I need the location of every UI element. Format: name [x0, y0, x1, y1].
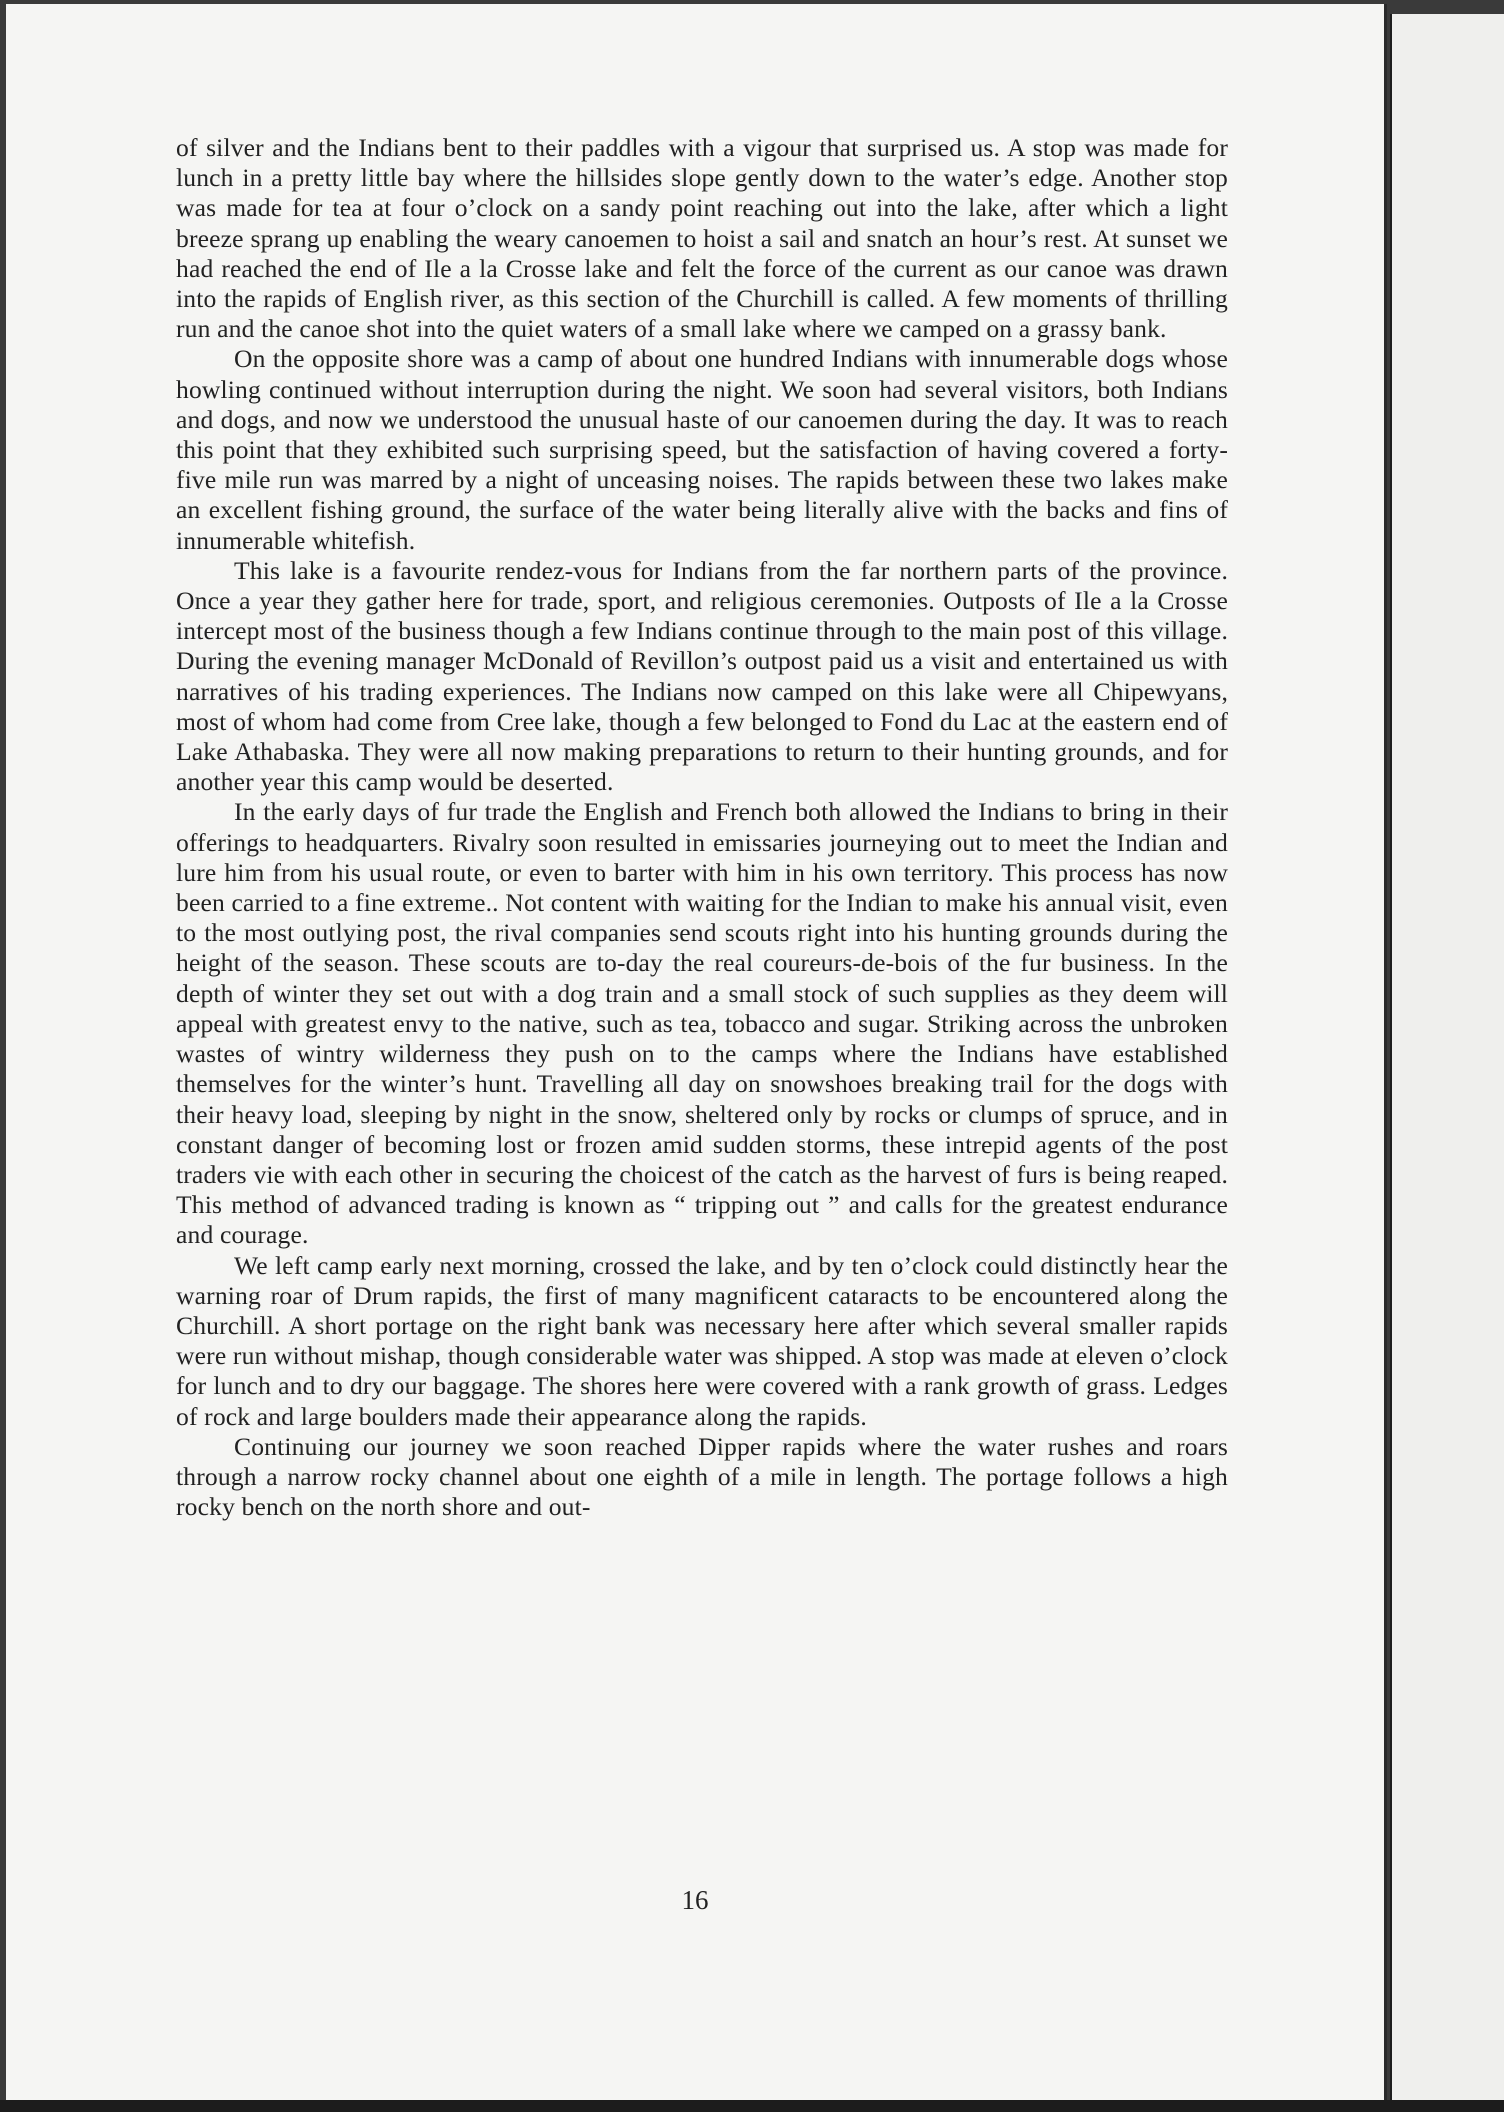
paragraph: In the early days of fur trade the English and French both allowed the Indians to bring in their offerings to headquarters. Rivalry soon resulted in emissaries journeying out to meet the Indian and lure him from his usual route, or even to barter with him in his own territory. This process has now been carried to a fine extreme.. Not content with waiting for the Indian to make his annual visit, even to the most outlying post, the rival companies send scouts right into his hunting grounds during the height of the season. These scouts are to-day the real coureurs-de-bois of the fur business. In the depth of winter they set out with a dog train and a small stock of such supplies as they deem will appeal with greatest envy to the native, such as tea, tobacco and sugar. Striking across the unbroken wastes of wintry wilderness they push on to the camps where the Indians have established themselves for the winter’s hunt. Travelling all day on snowshoes breaking trail for the dogs with their heavy load, sleeping by night in the snow, sheltered only by rocks or clumps of spruce, and in constant danger of becoming lost or frozen amid sudden storms, these intrepid agents of the post traders vie with each other in securing the choicest of the catch as the harvest of furs is being reaped. This method of advanced trading is known as “ tripping out ” and calls for the greatest endurance and courage.: [176, 797, 1228, 1250]
paragraph: We left camp early next morning, crossed the lake, and by ten o’clock could distinctly hear the warning roar of Drum rapids, the first of many magnificent cataracts to be encountered along the Churchill. A short portage on the right bank was necessary here after which several smaller rapids were run without mishap, though considerable water was shipped. A stop was made at eleven o’clock for lunch and to dry our baggage. The shores here were covered with a rank growth of grass. Ledges of rock and large boulders made their appearance along the rapids.: [176, 1250, 1228, 1431]
paragraph: of silver and the Indians bent to their paddles with a vigour that surprised us. A stop was made for lunch in a pretty little bay where the hillsides slope gently down to the water’s edge. Another stop was made for tea at four o’clock on a sandy point reaching out into the lake, after which a light breeze sprang up enabling the weary canoemen to hoist a sail and snatch an hour’s rest. At sunset we had reached the end of Ile a la Crosse lake and felt the force of the current as our canoe was drawn into the rapids of English river, as this section of the Churchill is called. A few moments of thrilling run and the canoe shot into the quiet waters of a small lake where we camped on a grassy bank.: [176, 133, 1228, 344]
paragraph: Continuing our journey we soon reached Dipper rapids where the water rushes and roars through a narrow rocky channel about one eighth of a mile in length. The portage follows a high rocky bench on the north shore and out-: [176, 1431, 1228, 1522]
paragraph: On the opposite shore was a camp of about one hundred Indians with innumerable dogs whose howling continued without interruption during the night. We soon had several visitors, both Indians and dogs, and now we understood the unusual haste of our canoemen during the day. It was to reach this point that they exhibited such surprising speed, but the satisfaction of having covered a forty-five mile run was marred by a night of unceasing noises. The rapids between these two lakes make an excellent fishing ground, the surface of the water being literally alive with the backs and fins of innumerable whitefish.: [176, 344, 1228, 555]
facing-page-edge: [1390, 14, 1504, 2100]
body-text: [176, 133, 1228, 1522]
scan-bottom-edge: [0, 2100, 1504, 2112]
page-number: 16: [681, 1885, 709, 1915]
paragraph: This lake is a favourite rendez-vous for Indians from the far northern parts of the province. Once a year they gather here for trade, sport, and religious ceremonies. Outposts of Ile a la Crosse intercept most of the business though a few Indians continue through to the main post of this village. During the evening manager McDonald of Revillon’s outpost paid us a visit and entertained us with narratives of his trading experiences. The Indians now camped on this lake were all Chipewyans, most of whom had come from Cree lake, though a few belonged to Fond du Lac at the eastern end of Lake Athabaska. They were all now making preparations to return to their hunting grounds, and for another year this camp would be deserted.: [176, 555, 1228, 797]
